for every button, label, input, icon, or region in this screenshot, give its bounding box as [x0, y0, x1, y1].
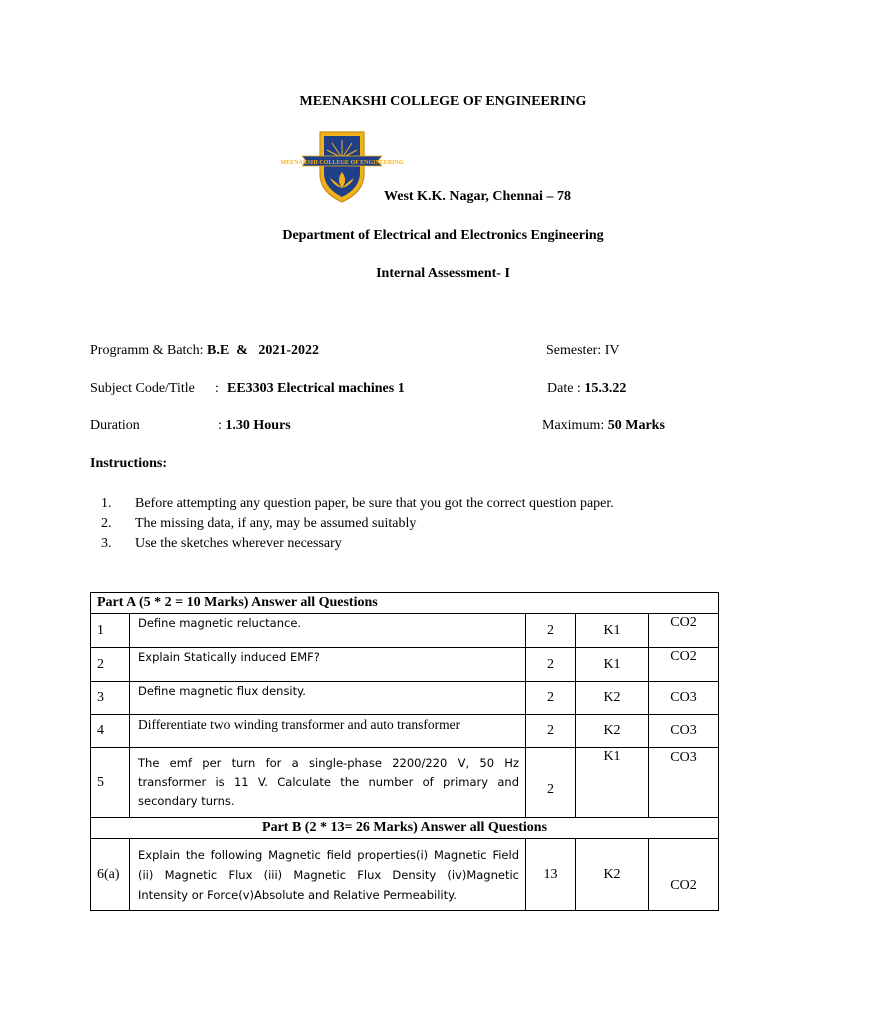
question-marks: 13: [526, 839, 576, 911]
course-outcome: CO2: [649, 648, 719, 682]
programme-value: B.E & 2021-2022: [207, 343, 320, 358]
subject-label: Subject Code/Title: [90, 381, 195, 396]
department-name: Department of Electrical and Electronics Engineering: [282, 228, 604, 243]
question-number: 3: [91, 682, 130, 715]
date-row: [547, 381, 626, 397]
part-b-header-row: [91, 818, 719, 839]
knowledge-level: K2: [576, 715, 649, 748]
instruction-item: 3. Use the sketches wherever necessary: [101, 536, 342, 551]
question-text: Differentiate two winding transformer and auto transformer: [130, 715, 526, 748]
semester-label: Semester:: [546, 343, 602, 358]
maximum-label: Maximum:: [542, 418, 605, 433]
table-row: [91, 839, 719, 911]
question-marks: 2: [526, 748, 576, 818]
question-marks: 2: [526, 715, 576, 748]
part-a-header-row: [91, 593, 719, 614]
question-text: Define magnetic flux density.: [130, 682, 526, 715]
question-text: Explain Statically induced EMF?: [130, 648, 526, 682]
duration-row: [218, 418, 291, 434]
college-name: MEENAKSHI COLLEGE OF ENGINEERING: [299, 94, 587, 109]
table-row: [91, 614, 719, 648]
table-row: [91, 748, 719, 818]
instructions-list: [90, 494, 614, 554]
exam-title: Internal Assessment- I: [376, 266, 510, 281]
question-marks: 2: [526, 614, 576, 648]
college-logo: [280, 130, 404, 204]
maximum-row: [542, 418, 665, 434]
knowledge-level: K1: [576, 648, 649, 682]
instruction-item: 2. The missing data, if any, may be assumed suitably: [101, 516, 417, 531]
maximum-value: 50 Marks: [607, 418, 665, 433]
question-marks: 2: [526, 648, 576, 682]
semester-value: IV: [604, 343, 620, 358]
part-a-title: Part A (5 * 2 = 10 Marks) Answer all Questions: [91, 593, 719, 614]
programme-label: Programm & Batch:: [90, 343, 204, 358]
table-row: [91, 682, 719, 715]
programme-row: [90, 343, 319, 359]
duration-value: 1.30 Hours: [225, 418, 291, 433]
instructions-title: Instructions:: [90, 456, 168, 471]
question-number: 6(a): [91, 839, 130, 911]
instruction-item: 1. Before attempting any question paper, be sure that you got the correct question paper.: [101, 496, 614, 511]
table-row: [91, 715, 719, 748]
subject-value: EE3303 Electrical machines 1: [227, 381, 405, 396]
college-address: West K.K. Nagar, Chennai – 78: [384, 189, 571, 204]
question-number: 4: [91, 715, 130, 748]
question-number: 5: [91, 748, 130, 818]
course-outcome: CO2: [649, 614, 719, 648]
date-label: Date :: [547, 381, 581, 396]
subject-separator: :: [215, 381, 219, 396]
knowledge-level: K1: [576, 614, 649, 648]
course-outcome: CO2: [649, 839, 719, 911]
question-text: The emf per turn for a single-phase 2200/220 V, 50 Hz transformer is 11 V. Calculate the number of primary and secondary turns.: [130, 748, 526, 818]
question-table: [90, 592, 719, 911]
course-outcome: CO3: [649, 715, 719, 748]
knowledge-level: K2: [576, 839, 649, 911]
question-number: 1: [91, 614, 130, 648]
knowledge-level: K1: [576, 748, 649, 818]
question-number: 2: [91, 648, 130, 682]
logo-text: MEENAKSHI COLLEGE OF ENGINEERING: [280, 160, 404, 166]
semester-row: [546, 343, 620, 359]
question-text: Define magnetic reluctance.: [130, 614, 526, 648]
table-row: [91, 648, 719, 682]
course-outcome: CO3: [649, 748, 719, 818]
part-b-title: Part B (2 * 13= 26 Marks) Answer all Questions: [91, 818, 719, 839]
knowledge-level: K2: [576, 682, 649, 715]
question-marks: 2: [526, 682, 576, 715]
duration-label: Duration: [90, 418, 140, 433]
course-outcome: CO3: [649, 682, 719, 715]
duration-separator: :: [218, 418, 222, 433]
question-text: Explain the following Magnetic field properties(i) Magnetic Field (ii) Magnetic Flux (iii) Magnetic Flux Density (iv)Magnetic Intensity or Force(v)Absolute and Relative Permeability.: [130, 839, 526, 911]
date-value: 15.3.22: [584, 381, 627, 396]
